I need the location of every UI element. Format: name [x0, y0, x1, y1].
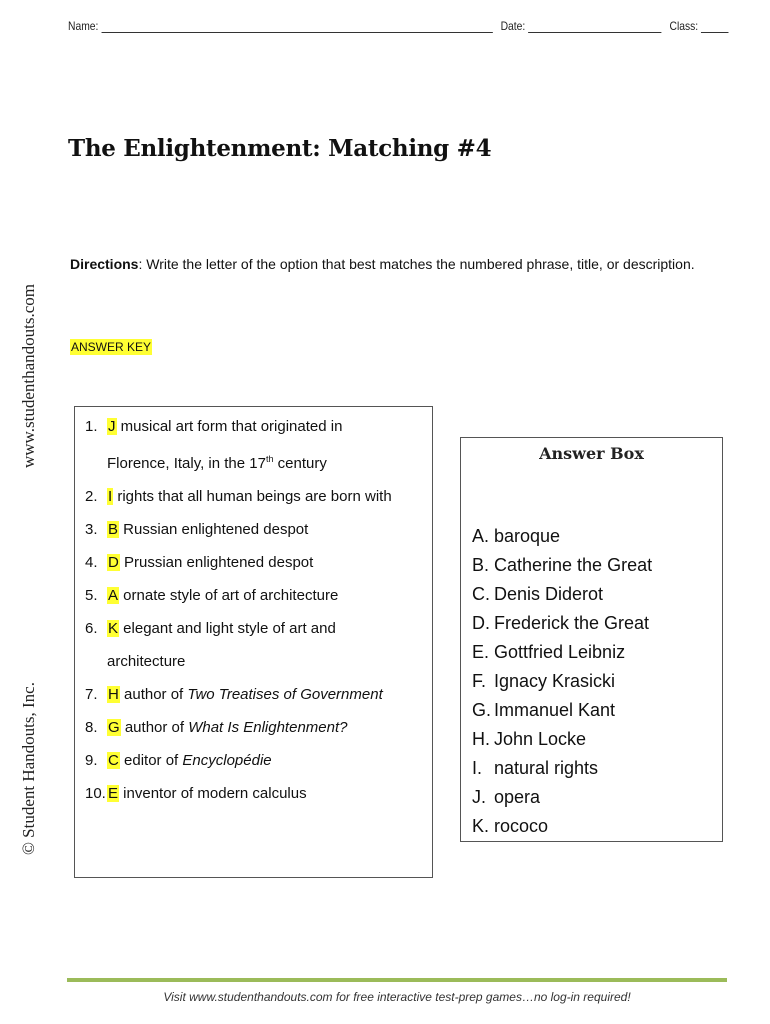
question-number: 1.: [85, 418, 98, 435]
date-blank[interactable]: [528, 20, 661, 33]
question-text-continued: [85, 443, 392, 480]
option-text: opera: [494, 787, 541, 807]
footer-text: Visit www.studenthandouts.com for free interactive test-prep games…no log-in required!: [163, 990, 631, 1004]
question-number: 7.: [85, 686, 98, 703]
footer-divider: [67, 978, 727, 982]
option-letter: C.: [472, 584, 490, 604]
question-6: [85, 612, 392, 678]
sidebar-url: www.studenthandouts.com: [19, 284, 38, 468]
option-letter: H.: [472, 729, 490, 749]
option-text: rococo: [494, 816, 549, 836]
answer-letter[interactable]: B: [108, 521, 119, 538]
question-5: [85, 579, 392, 612]
option-letter: F.: [472, 671, 487, 691]
answer-letter[interactable]: E: [108, 785, 119, 802]
question-text: ornate style of art of architecture: [119, 587, 339, 604]
answer-option: [472, 609, 652, 638]
option-text: Frederick the Great: [494, 613, 650, 633]
option-text: Gottfried Leibniz: [494, 642, 626, 662]
answer-options-list: [472, 522, 652, 841]
question-continuation: Florence, Italy, in the 17: [107, 455, 266, 472]
option-text: Denis Diderot: [494, 584, 604, 604]
question-8: [85, 711, 392, 744]
answer-letter[interactable]: K: [108, 620, 119, 637]
answer-option: [472, 522, 652, 551]
question-number: 3.: [85, 521, 98, 538]
question-3: [85, 513, 392, 546]
class-blank[interactable]: [701, 20, 729, 33]
answer-option: [472, 725, 652, 754]
directions-text: : Write the letter of the option that best matches the numbered phrase, title, or description.: [138, 256, 695, 272]
answer-option: [472, 696, 652, 725]
option-text: baroque: [494, 526, 561, 546]
question-text: Russian enlightened despot: [119, 521, 309, 538]
question-number: 6.: [85, 620, 98, 637]
answer-option: [472, 551, 652, 580]
questions-box: [74, 406, 433, 878]
name-blank[interactable]: [101, 20, 492, 33]
work-title: Encyclopédie: [182, 752, 272, 769]
question-9: [85, 744, 392, 777]
option-letter: G.: [472, 700, 492, 720]
answer-option: [472, 812, 652, 841]
worksheet-title: The Enlightenment: Matching #4: [68, 135, 492, 162]
answer-option: [472, 667, 652, 696]
question-text: author of: [120, 719, 189, 736]
question-number: 2.: [85, 488, 98, 505]
question-text: rights that all human beings are born with: [113, 488, 392, 505]
answer-letter[interactable]: D: [108, 554, 119, 571]
class-label: Class:: [669, 19, 699, 33]
answer-letter[interactable]: I: [108, 488, 113, 505]
student-info-header: [68, 19, 699, 39]
directions-label: Directions: [70, 256, 139, 272]
option-text: natural rights: [494, 758, 599, 778]
option-text: Ignacy Krasicki: [494, 671, 616, 691]
option-letter: D.: [472, 613, 490, 633]
question-text: author of: [119, 686, 188, 703]
option-letter: A.: [472, 526, 490, 546]
answer-key-label: ANSWER KEY: [71, 340, 152, 354]
option-text: Catherine the Great: [494, 555, 653, 575]
answer-letter[interactable]: A: [108, 587, 119, 604]
question-text: elegant and light style of art and: [119, 620, 336, 637]
question-text: inventor of modern calculus: [119, 785, 307, 802]
work-title: What Is Enlightenment?: [188, 719, 348, 736]
date-label: Date:: [500, 19, 526, 33]
question-text-continued: architecture: [107, 653, 186, 670]
option-letter: E.: [472, 642, 490, 662]
answer-letter[interactable]: J: [108, 418, 116, 435]
sidebar-copyright: © Student Handouts, Inc.: [19, 682, 38, 855]
name-label: Name:: [68, 19, 99, 33]
answer-letter[interactable]: H: [108, 686, 119, 703]
answer-option: [472, 580, 652, 609]
question-2: [85, 480, 392, 513]
option-text: John Locke: [494, 729, 587, 749]
answer-box: [460, 437, 723, 842]
work-title: Two Treatises of Government: [187, 686, 383, 703]
ordinal-suffix: th: [265, 454, 274, 464]
option-letter: J.: [472, 787, 487, 807]
question-number: 5.: [85, 587, 98, 604]
answer-option: [472, 638, 652, 667]
question-4: [85, 546, 392, 579]
question-text: editor of: [119, 752, 183, 769]
question-1: [85, 410, 392, 480]
question-7: [85, 678, 392, 711]
question-10: [85, 777, 392, 810]
question-text: Prussian enlightened despot: [119, 554, 314, 571]
option-letter: K.: [472, 816, 490, 836]
question-number: 10.: [85, 785, 106, 802]
question-text: musical art form that originated in: [116, 418, 343, 435]
option-letter: I.: [472, 758, 483, 778]
option-text: Immanuel Kant: [494, 700, 616, 720]
directions: [70, 252, 700, 276]
answer-box-title: Answer Box: [539, 444, 644, 463]
option-letter: B.: [472, 555, 490, 575]
question-number: 9.: [85, 752, 98, 769]
question-number: 4.: [85, 554, 98, 571]
answer-option: [472, 783, 652, 812]
answer-letter[interactable]: C: [108, 752, 119, 769]
answer-letter[interactable]: G: [108, 719, 120, 736]
answer-option: [472, 754, 652, 783]
question-list: [85, 410, 392, 810]
question-number: 8.: [85, 719, 98, 736]
question-continuation-end: century: [273, 455, 327, 472]
